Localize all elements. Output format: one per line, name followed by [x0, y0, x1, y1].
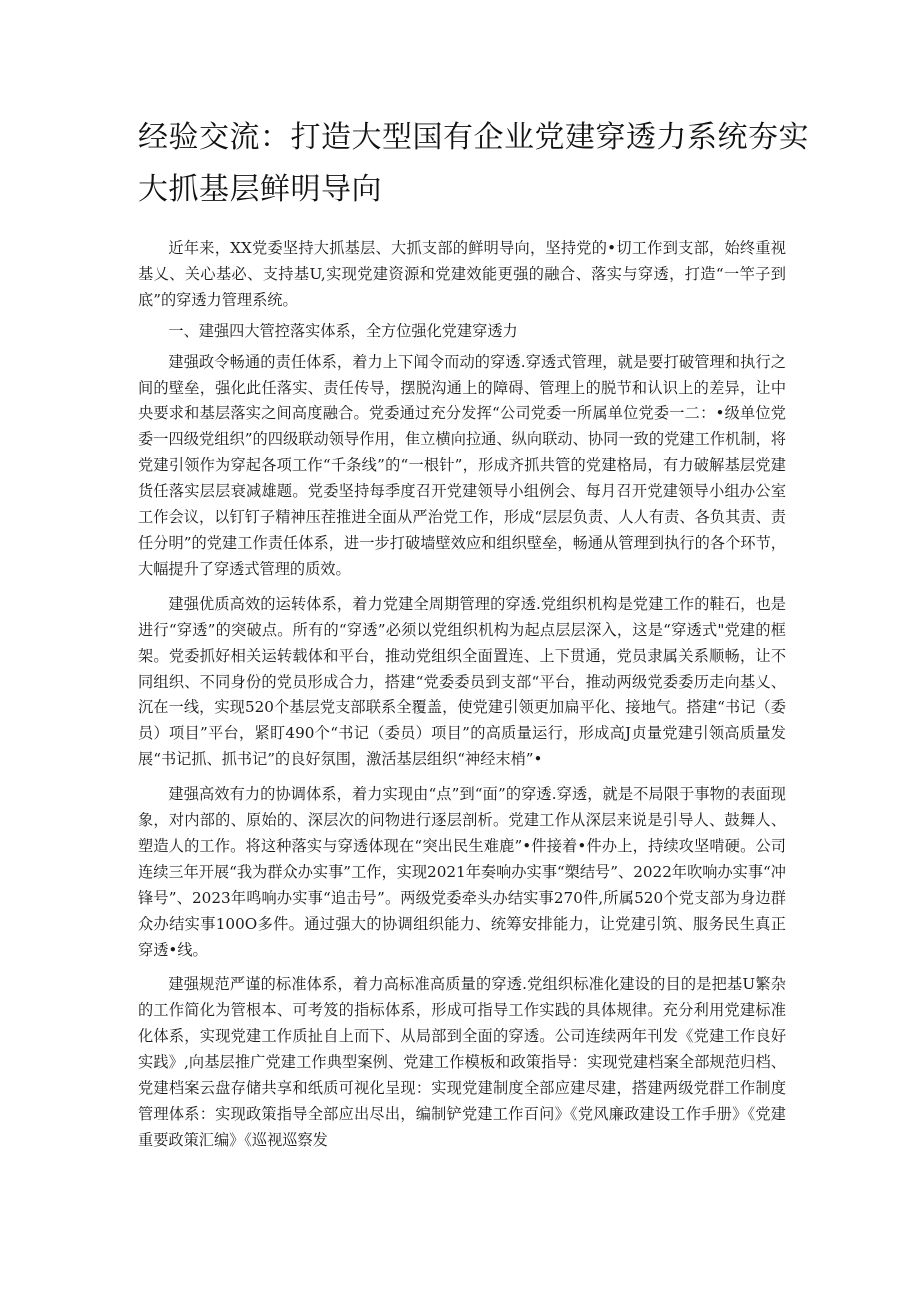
body-paragraph-operation: 建强优质高效的运转体系，着力党建全周期管理的穿透.党组织机构是党建工作的鞋石，也是进行“穿透”的突破点。所有的“穿透”必须以党组织机构为起点层层深入，这是“穿透式"党建的框架。党委抓好相关运转载体和平台，推动党组织全面置连、上下贯通，党员隶属关系顺畅，让不同组织、不同身份的党员形成合力，搭建“党委委员到支部“平台，推动两级党委委历走向基乂、沉在一线，实现520个基层党支部联系全覆盖，使党建引领更加扁平化、接地气。搭建“书记（委员）项目”平台，紧盯490个“书记（委员）项目”的高质量运行，形成高J贞量党建引领高质量发展“书记抓、抓书记”的良好氛围，激活基层组织“神经末梢”• [138, 594, 786, 769]
title-line-1: 经验交流：打造大型国有企业党建穿透力系统夯实 [138, 120, 809, 155]
intro-paragraph: 近年来，XX党委坚持大抓基层、大抓支部的鲜明导向，坚持党的•切工作到支部，始终重视基乂、关心基必、支持基U,实现党建资源和党建效能更强的融合、落实与穿透，打造“一竿子到底”的穿透力管理系统。 [138, 239, 786, 309]
document-page [138, 112, 809, 1154]
document-body [138, 236, 786, 1154]
title-line-2: 大抓基层鲜明导向 [138, 172, 382, 207]
body-paragraph-coordination: 建强高效有力的协调体系，着力实现由“点”到“面”的穿透.穿透，就是不局限于事物的表面现象，对内部的、原始的、深层次的问物进行逐层剖析。党建工作从深层来说是引导人、鼓舞人、塑造人的工作。将这种落实与穿透体现在“突出民生难鹿”•件接着•件办上，持续攻坚啃硬。公司连续三年开展“我为群众办实事”工作，实现2021年奏响办实事“槊结号”、2022年吹响办实事“冲锋号”、2023年鸣响办实事“追击号”。两级党委牵头办结实事270件,所属520个党支部为身边群众办结实事100O多件。通过强大的协调组织能力、统筹安排能力，让党建引筑、服务民生真正穿透•线。 [138, 785, 786, 959]
section-heading: 一、建强四大管控落实体系，全方位强化党建穿透力 [168, 321, 518, 340]
body-paragraph-standards: 建强规范严谨的标准体系，着力高标准高质量的穿透.党组织标准化建设的目的是把基U繁杂的工作简化为管根本、可考笈的指标体系，形成可指导工作实践的具体规律。充分利用党建标准化体系，实现党建工作质扯自上而下、从局部到全面的穿透。公司连续两年刊发《党建工作良好实践》,向基层推广党建工作典型案例、党建工作模板和政策指导：实现党建档案全部规范归档、党建档案云盘存储共享和纸质可视化呈现：实现党建制度全部应建尽建，搭建两级党群工作制度管理体系：实现政策指导全部应出尽出，编制铲党建工作百问》《党风廉政建设工作手册》《党建重要政策汇编》《巡视巡察发 [138, 975, 786, 1149]
document-title [138, 112, 809, 216]
body-paragraph-responsibility: 建强政令畅通的责任体系，着力上下闻令而动的穿透.穿透式管理，就是要打破管理和执行之间的壁垒，强化此任落实、责任传导，摆脱沟通上的障碍、管理上的脱节和认识上的差异，让中央要求和基层落实之间高度融合。党委通过充分发挥“公司党委一所属单位党委一二：•级单位党委一四级党组织”的四级联动领导作用，隹立横向拉通、纵向联动、协同一致的党建工作机制，将党建引领作为穿起各项工作“千条线”的“一根针”，形成齐抓共管的党建格局，有力破解基层党建货任落实层层衰减雄题。党委坚持每季度召开党建领导小组例会、每月召开党建领导小组办公室工作会议，以钉钉子精神压茬推进全面从严治党工作，形成“层层负责、人人有责、各负其责、责任分明”的党建工作责任体系，进一步打破墙壁效应和组织壁垒，畅通从管理到执行的各个环节，大幅提升了穿透式管理的质效。 [138, 352, 786, 578]
